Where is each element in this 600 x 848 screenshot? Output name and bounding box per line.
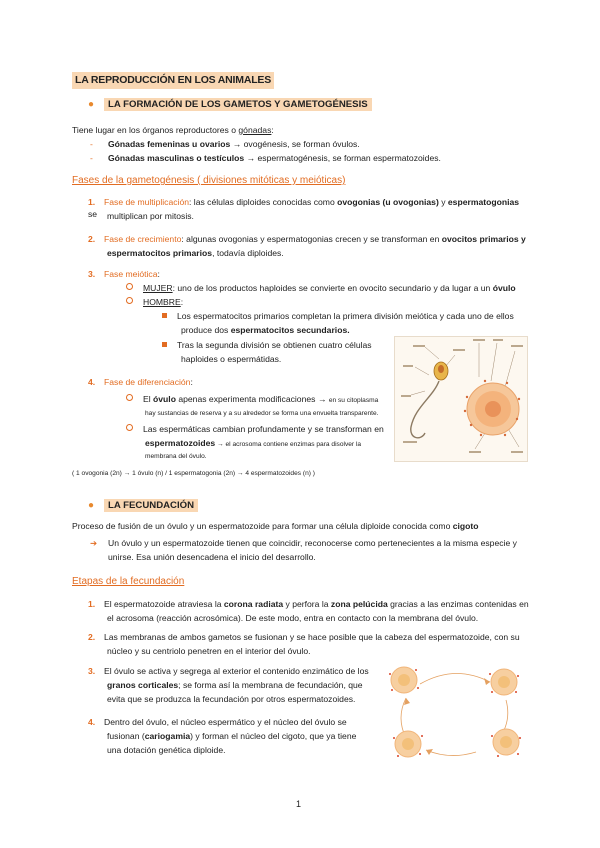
section-heading-gametogenesis: ● LA FORMACIÓN DE LOS GAMETOS Y GAMETOGÉNESIS: [88, 98, 372, 113]
ovulo-diff-item: El óvulo apenas experimenta modificaciones → en su citoplasma: [126, 393, 378, 406]
etapa-2: 2. Las membranas de ambos gametos se fusionan y se hace posible que la cabeza del espermatozoide, con su: [88, 632, 520, 642]
square-bullet-icon: [162, 313, 167, 318]
section-heading-fecundacion: ● LA FECUNDACIÓN: [88, 499, 198, 514]
circle-bullet-icon: [126, 297, 133, 304]
subheading-etapas: Etapas de la fecundación: [72, 576, 185, 587]
bullet-dot-icon: ●: [88, 99, 95, 110]
list-item-fase-3: 3. Fase meiótica:: [88, 269, 160, 279]
esperm-diff-item: Las espermáticas cambian profundamente y se transforman en: [126, 423, 384, 435]
sperm-ovule-illustration: [395, 337, 527, 461]
etapa-3-cont: granos corticales; se forma así la membrana de fecundación, que: [107, 680, 363, 690]
subheading-fases: Fases de la gametogénesis ( divisiones mitóticas y meióticas): [72, 175, 346, 186]
fertilization-cycle-illustration: [380, 656, 530, 762]
list-item-fase-2: 2. Fase de crecimiento: algunas ovogonias y espermatogonias crecen y se transforman en ovocitos primarios y: [88, 234, 526, 244]
circle-bullet-icon: [126, 283, 133, 290]
etapa-3: 3. El óvulo se activa y segrega al exterior el contenido enzimático de los: [88, 666, 369, 676]
esperm-diff-cont: espermatozoides → el acrosoma contiene enzimas para disolver la: [145, 438, 362, 448]
etapa-1: 1. El espermatozoide atraviesa la corona radiata y perfora la zona pelúcida gracias a las enzimas contenidas en: [88, 599, 529, 609]
ovulo-diff-cont: hay sustancias de reserva y a su alrededor se forma una envuelta transparente.: [145, 410, 379, 417]
etapa-4: 4. Dentro del óvulo, el núcleo espermático y el núcleo del óvulo se: [88, 717, 347, 727]
etapa-4-cont: fusionan (cariogamia) y forman el núcleo del cigoto, que ya tiene: [107, 731, 357, 741]
fertilization-figure: [380, 656, 530, 762]
mujer-item: MUJER: uno de los productos haploides se convierte en ovocito secundario y da lugar a un óvulo: [126, 282, 516, 294]
etapa-4-cont-2: una dotación genética diploide.: [107, 745, 226, 755]
etapa-1-cont: el acrosoma (reacción acrosómica). De este modo, entra en contacto con la membrana del óvulo.: [107, 613, 479, 623]
sperm-ovule-figure: [394, 336, 528, 462]
esperm-diff-cont-2: membrana del óvulo.: [145, 453, 207, 460]
circle-bullet-icon: [126, 424, 133, 431]
list-item-fase-4: 4. Fase de diferenciación:: [88, 377, 193, 387]
fecundacion-intro: Proceso de fusión de un óvulo y un espermatozoide para formar una célula diploide conocida como cigoto: [72, 521, 479, 531]
list-item-fase-1: 1. Fase de multiplicación: las células diploides conocidas como ovogonias (u ovogonias) y espermatogonias se: [88, 197, 520, 220]
etapa-3-cont-2: evita que se produzca la fecundación por otros espermatozoides.: [107, 694, 356, 704]
bullet-dot-icon: ●: [88, 500, 95, 511]
fecundacion-arrow-item: ➔ Un óvulo y un espermatozoide tienen que coincidir, reconocerse como pertenecientes a la misma especie y: [90, 538, 517, 548]
page-number: 1: [296, 799, 302, 809]
arrow-right-icon: ➔: [90, 538, 98, 548]
page-title: LA REPRODUCCIÓN EN LOS ANIMALES: [72, 72, 274, 89]
fecundacion-arrow-cont: unirse. Esa unión desencadena el inicio del desarrollo.: [108, 552, 316, 562]
hombre-item: HOMBRE:: [126, 296, 183, 308]
hombre-subitem-1: Los espermatocitos primarios completan la primera división meiótica y cada uno de ellos: [162, 310, 514, 322]
circle-bullet-icon: [126, 394, 133, 401]
hombre-subitem-1-cont: produce dos espermatocitos secundarios.: [181, 325, 350, 335]
hombre-subitem-2: Tras la segunda división se obtienen cuatro células: [162, 339, 372, 351]
square-bullet-icon: [162, 342, 167, 347]
summary-note: ( 1 ovogonia (2n) → 1 óvulo (n) / 1 espermatogonia (2n) → 4 espermatozoides (n) ): [72, 470, 315, 477]
intro-line: Tiene lugar en los órganos reproductores o gónadas:: [72, 125, 274, 135]
hombre-subitem-2-cont: haploides o espermátidas.: [181, 354, 282, 364]
dash-item-ovaries: - Gónadas femeninas u ovarios → ovogénesis, se forman óvulos.: [90, 139, 360, 149]
dash-item-testes: - Gónadas masculinas o testículos → espermatogénesis, se forman espermatozoides.: [90, 153, 441, 163]
list-item-fase-1-cont: multiplican por mitosis.: [107, 211, 194, 221]
list-item-fase-2-cont: espermatocitos primarios, todavía diploides.: [107, 248, 284, 258]
etapa-2-cont: núcleo y su centriolo penetren en el interior del óvulo.: [107, 646, 311, 656]
